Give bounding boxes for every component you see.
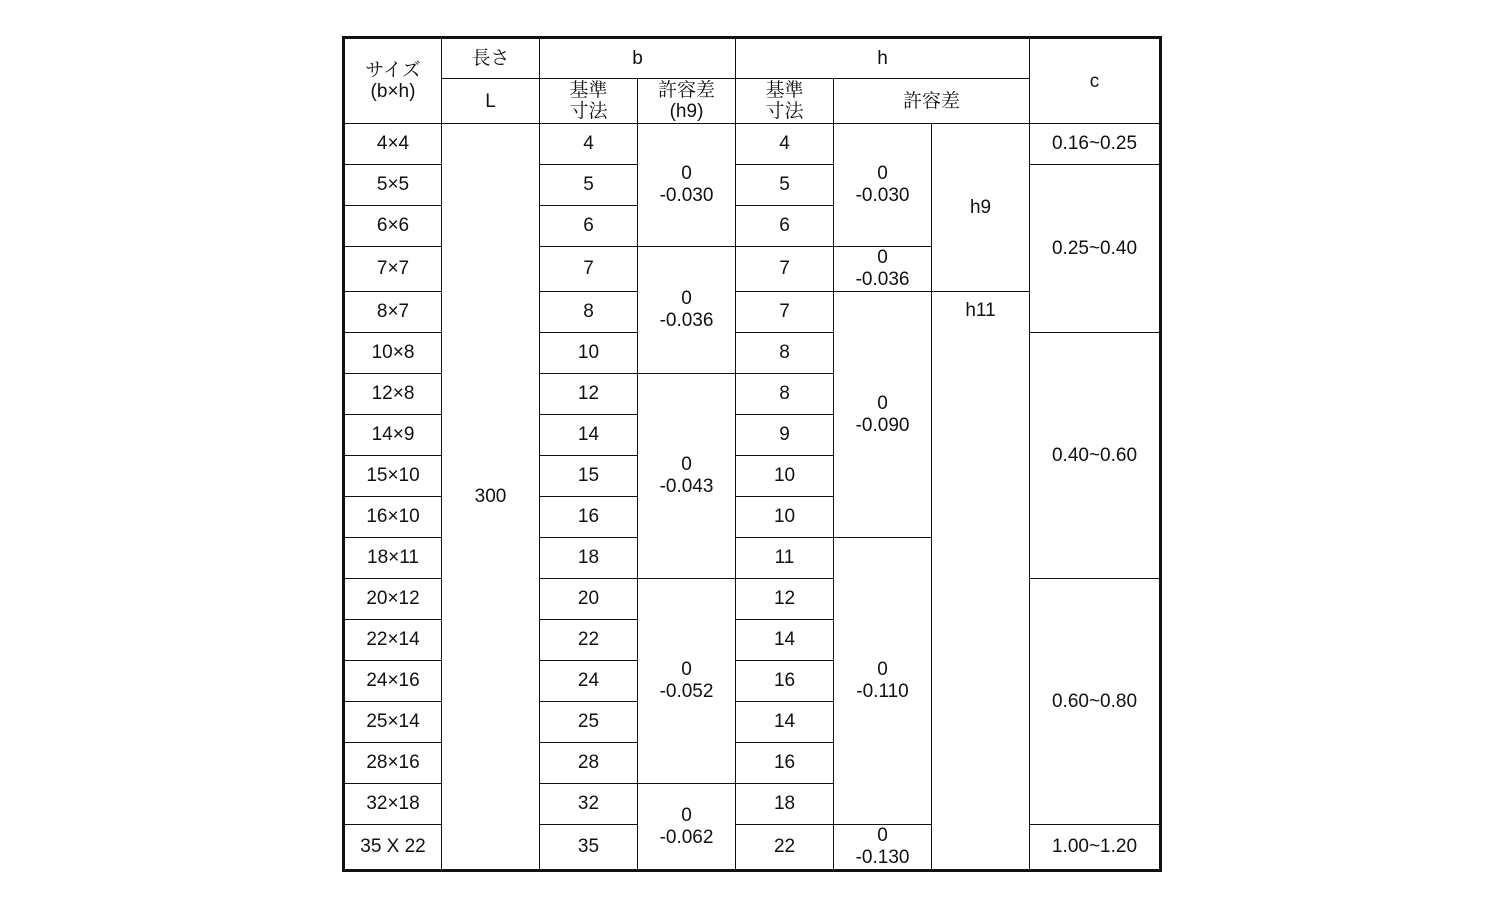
c-value: 0.60~0.80 — [1030, 579, 1161, 825]
b-value: 8 — [540, 292, 638, 333]
size-cell: 28×16 — [344, 743, 442, 784]
c-value: 0.40~0.60 — [1030, 333, 1161, 579]
b-value: 10 — [540, 333, 638, 374]
h-class: h11 — [932, 292, 1030, 871]
header-b: b — [540, 38, 736, 79]
b-value: 6 — [540, 206, 638, 247]
h-tolerance: 0 -0.110 — [834, 538, 932, 825]
h-value: 18 — [736, 784, 834, 825]
size-cell: 16×10 — [344, 497, 442, 538]
h-value: 16 — [736, 743, 834, 784]
b-value: 25 — [540, 702, 638, 743]
b-tolerance: 0 -0.043 — [638, 374, 736, 579]
h-tolerance: 0 -0.036 — [834, 247, 932, 292]
size-cell: 15×10 — [344, 456, 442, 497]
size-cell: 22×14 — [344, 620, 442, 661]
header-h-basic: 基準 寸法 — [736, 79, 834, 124]
header-c: c — [1030, 38, 1161, 124]
h-value: 14 — [736, 702, 834, 743]
h-value: 11 — [736, 538, 834, 579]
h-value: 14 — [736, 620, 834, 661]
b-value: 5 — [540, 165, 638, 206]
size-cell: 10×8 — [344, 333, 442, 374]
length-value: 300 — [442, 124, 540, 871]
size-cell: 32×18 — [344, 784, 442, 825]
header-h-tolerance: 許容差 — [834, 79, 1030, 124]
b-tolerance: 0 -0.052 — [638, 579, 736, 784]
c-value: 0.16~0.25 — [1030, 124, 1161, 165]
b-value: 4 — [540, 124, 638, 165]
h-value: 6 — [736, 206, 834, 247]
size-cell: 7×7 — [344, 247, 442, 292]
b-value: 18 — [540, 538, 638, 579]
h-value: 8 — [736, 374, 834, 415]
size-cell: 24×16 — [344, 661, 442, 702]
header-length: 長さ — [442, 38, 540, 79]
h-class: h9 — [932, 124, 1030, 292]
h-value: 8 — [736, 333, 834, 374]
header-b-basic: 基準 寸法 — [540, 79, 638, 124]
h-value: 10 — [736, 456, 834, 497]
table-row — [344, 124, 1161, 165]
h-value: 22 — [736, 825, 834, 871]
h-value: 7 — [736, 292, 834, 333]
size-cell: 5×5 — [344, 165, 442, 206]
h-value: 16 — [736, 661, 834, 702]
h-tolerance: 0 -0.030 — [834, 124, 932, 247]
h-value: 4 — [736, 124, 834, 165]
b-value: 12 — [540, 374, 638, 415]
h-value: 9 — [736, 415, 834, 456]
b-value: 7 — [540, 247, 638, 292]
h-value: 12 — [736, 579, 834, 620]
b-value: 16 — [540, 497, 638, 538]
b-value: 20 — [540, 579, 638, 620]
c-value: 0.25~0.40 — [1030, 165, 1161, 333]
b-tolerance: 0 -0.036 — [638, 247, 736, 374]
b-tolerance: 0 -0.062 — [638, 784, 736, 871]
header-h: h — [736, 38, 1030, 79]
h-tolerance: 0 -0.090 — [834, 292, 932, 538]
header-size: サイズ (b×h) — [344, 38, 442, 124]
h-value: 5 — [736, 165, 834, 206]
b-tolerance: 0 -0.030 — [638, 124, 736, 247]
h-tolerance: 0 -0.130 — [834, 825, 932, 871]
c-value: 1.00~1.20 — [1030, 825, 1161, 871]
h-value: 7 — [736, 247, 834, 292]
size-cell: 12×8 — [344, 374, 442, 415]
size-cell: 35 X 22 — [344, 825, 442, 871]
header-length-symbol: L — [442, 79, 540, 124]
size-cell: 20×12 — [344, 579, 442, 620]
b-value: 22 — [540, 620, 638, 661]
size-cell: 8×7 — [344, 292, 442, 333]
b-value: 35 — [540, 825, 638, 871]
h-value: 10 — [736, 497, 834, 538]
size-cell: 14×9 — [344, 415, 442, 456]
b-value: 15 — [540, 456, 638, 497]
size-cell: 25×14 — [344, 702, 442, 743]
size-cell: 4×4 — [344, 124, 442, 165]
size-cell: 6×6 — [344, 206, 442, 247]
b-value: 14 — [540, 415, 638, 456]
size-cell: 18×11 — [344, 538, 442, 579]
header-b-tolerance: 許容差 (h9) — [638, 79, 736, 124]
b-value: 24 — [540, 661, 638, 702]
key-spec-table — [342, 36, 1162, 872]
b-value: 28 — [540, 743, 638, 784]
b-value: 32 — [540, 784, 638, 825]
